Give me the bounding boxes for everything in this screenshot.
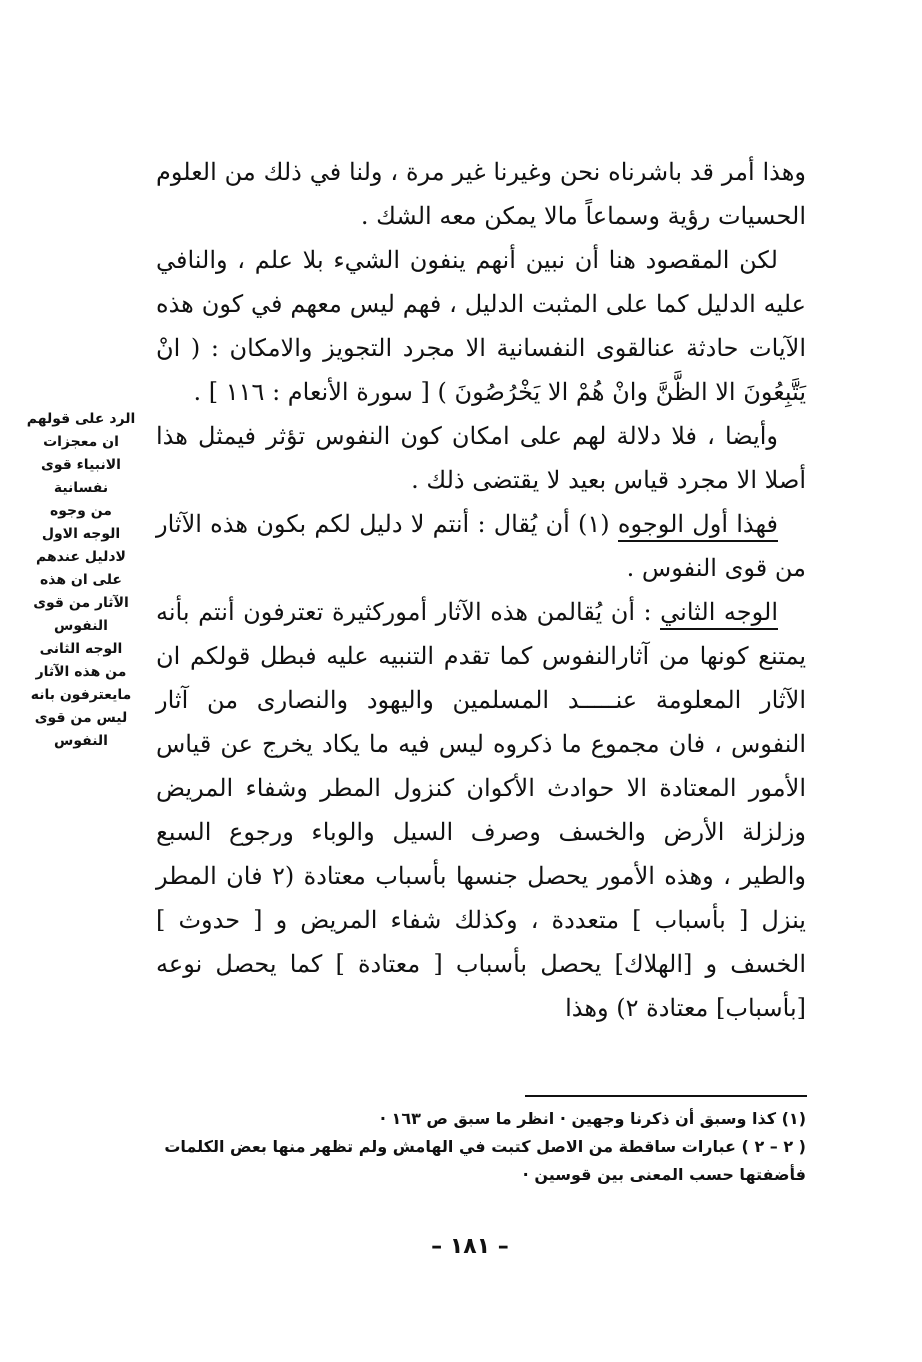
margin-note-line: الآثار من قوى: [33, 595, 129, 611]
main-text-body: [156, 150, 806, 1030]
margin-note-line: النفوس: [54, 618, 108, 634]
margin-note-line: من وجوه: [50, 503, 112, 519]
margin-note-line: ليس من قوى: [34, 710, 128, 726]
paragraph-second-aspect: [156, 590, 806, 1030]
margin-note-line: الانبياء قوى: [41, 457, 121, 473]
margin-note-line: الوجه الثانى: [39, 641, 123, 657]
paragraph: لكن المقصود هنا أن نبين أنهم ينفون الشيء بلا علم ، والنافي عليه الدليل كما على المثبت الدليل ، فهم ليس معهم في كون هذه الآيات حادثة عنالقوى النفسانية الا مجرد التجويز والامكان : ( انْ يَتَّبِعُونَ الا الظَّنَّ وانْ هُمْ الا يَخْرُصُونَ ) [ سورة الأنعام : ١١٦ ] .: [156, 246, 806, 406]
footnote: ( ٢ – ٢ ) عبارات ساقطة من الاصل كتبت في الهامش ولم تظهر منها بعض الكلمات فأضفتها حسب المعنى بين قوسين ·: [164, 1137, 806, 1184]
margin-note: [20, 408, 142, 753]
margin-note-line: نفسانية: [53, 480, 109, 496]
footnote-divider: [525, 1095, 807, 1097]
footnotes: [160, 1105, 806, 1189]
second-aspect-text: : أن يُقالمن هذه الآثار أموركثيرة تعترفون أنتم بأنه يمتنع كونها من آثارالنفوس كما تقدم التنبيه عليه فبطل قولكم ان الآثار المعلومة عنـــــد المسلمين واليهود والنصارى من آثار النفوس ، فان مجموع ما ذكروه ليس فيه ما يكاد يخرج عن قياس الأمور المعتادة الا حوادث الأكوان كنزول المطر وشفاء المريض وزلزلة الأرض والخسف وصرف السيل والوباء ورجوع السبع والطير ، وهذه الأمور يحصل جنسها بأسباب معتادة (٢ فان المطر ينزل [ بأسباب ] متعددة ، وكذلك شفاء المريض و [ حدوث ] الخسف و [الهلاك] يحصل بأسباب [ معتادة ] كما يحصل نوعه [بأسباب] معتادة ٢) وهذا: [156, 598, 806, 1022]
margin-note-line: على ان هذه: [40, 572, 122, 588]
margin-note-line: الوجه الاول: [41, 526, 121, 542]
first-aspect-text: (١) أن يُقال : أنتم لا دليل لكم بكون هذه الآثار من قوى النفوس .: [156, 510, 806, 582]
margin-note-line: الرد على قولهم: [26, 411, 136, 427]
second-aspect-label: الوجه الثاني: [660, 598, 778, 630]
paragraph: وأيضا ، فلا دلالة لهم على امكان كون النفوس تؤثر فيمثل هذا أصلا الا مجرد قياس بعيد لا يقتضى ذلك .: [156, 422, 806, 494]
margin-note-line: مايعترفون بانه: [30, 687, 132, 703]
margin-note-line: لادليل عندهم: [35, 549, 126, 565]
first-aspect-label: فهذا أول الوجوه: [618, 510, 778, 542]
footnote: (١) كذا وسبق أن ذكرنا وجهين · انظر ما سبق ص ١٦٣ ·: [379, 1109, 806, 1128]
margin-note-line: ان معجزات: [43, 434, 119, 450]
page-number: – ١٨١ –: [431, 1234, 509, 1259]
margin-note-line: من هذه الآثار: [35, 664, 127, 680]
paragraph: وهذا أمر قد باشرناه نحن وغيرنا غير مرة ، ولنا في ذلك من العلوم الحسيات رؤية وسماعاً مالا يمكن معه الشك .: [156, 158, 806, 230]
margin-note-line: النفوس: [54, 733, 108, 749]
paragraph-first-aspect: [156, 502, 806, 590]
